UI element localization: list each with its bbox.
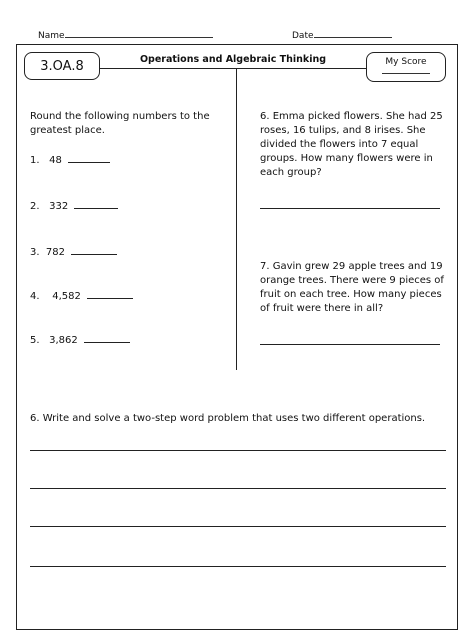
column-divider (236, 68, 237, 370)
score-label: My Score (385, 57, 427, 67)
question-7-answer-line[interactable] (260, 344, 440, 345)
item-value: 782 (45, 247, 65, 258)
item-value: 4,582 (52, 291, 81, 302)
answer-blank[interactable] (84, 332, 130, 343)
writing-line[interactable] (30, 526, 446, 527)
date-field[interactable] (292, 28, 392, 41)
score-blank[interactable] (382, 73, 430, 74)
rounding-item-5 (30, 332, 130, 348)
answer-blank[interactable] (87, 288, 133, 299)
answer-blank[interactable] (74, 198, 118, 209)
name-blank[interactable] (65, 28, 213, 38)
date-label: Date (292, 31, 314, 41)
item-value: 3,862 (49, 335, 78, 346)
item-value: 48 (49, 155, 62, 166)
rounding-item-1 (30, 152, 110, 168)
item-number: 3. (30, 247, 40, 258)
item-number: 2. (30, 201, 40, 212)
date-blank[interactable] (314, 28, 392, 38)
item-number: 4. (30, 291, 40, 302)
writing-line[interactable] (30, 488, 446, 489)
worksheet-title: Operations and Algebraic Thinking (139, 54, 327, 65)
writing-line[interactable] (30, 566, 446, 567)
rounding-item-4 (30, 288, 133, 304)
item-number: 1. (30, 155, 40, 166)
writing-line[interactable] (30, 450, 446, 451)
question-6: 6. Emma picked flowers. She had 25 roses, 16 tulips, and 8 irises. She divided the flowers into 7 equal groups. How many flowers were in each group? (260, 111, 443, 178)
name-label: Name (38, 31, 65, 41)
name-field[interactable] (38, 28, 213, 41)
answer-blank[interactable] (68, 152, 110, 163)
title-rule (100, 68, 366, 69)
word-problem-prompt: 6. Write and solve a two-step word problem that uses two different operations. (30, 413, 426, 424)
standard-code-badge: 3.OA.8 (24, 52, 100, 80)
score-box[interactable] (366, 52, 446, 82)
rounding-item-2 (30, 198, 118, 214)
question-7: 7. Gavin grew 29 apple trees and 19 orange trees. There were 9 pieces of fruit on each tree. How many pieces of fruit were there in all? (260, 261, 444, 314)
rounding-item-3 (30, 244, 117, 260)
rounding-instructions: Round the following numbers to the greatest place. (30, 111, 210, 136)
question-6-answer-line[interactable] (260, 208, 440, 209)
item-value: 332 (49, 201, 69, 212)
answer-blank[interactable] (71, 244, 117, 255)
item-number: 5. (30, 335, 40, 346)
